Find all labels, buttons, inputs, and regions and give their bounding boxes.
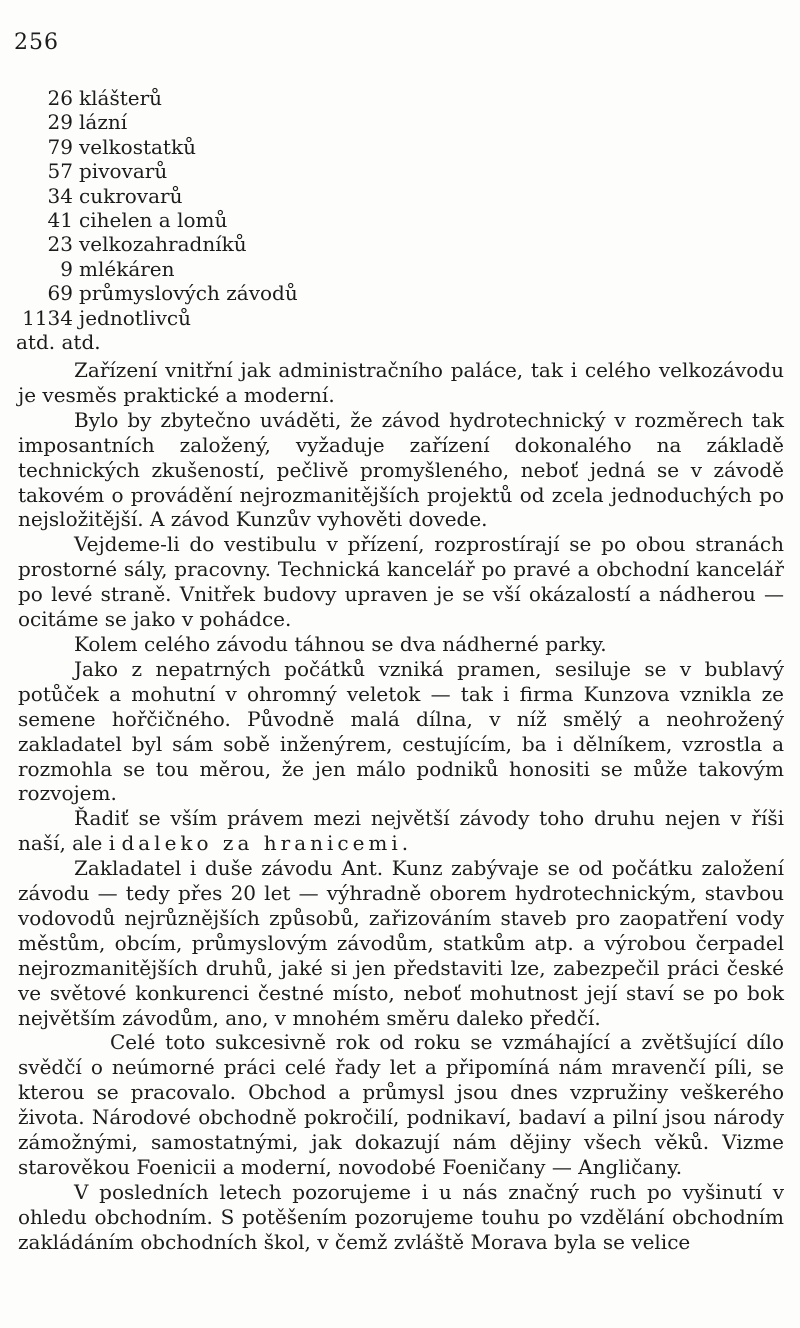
list-item (16, 184, 298, 208)
list-item (16, 208, 298, 232)
stat-count: 79 (47, 134, 73, 159)
stat-label: velkozahradníků (79, 232, 247, 257)
paragraph (18, 806, 784, 856)
list-item (16, 257, 298, 281)
stat-label: velkostatků (79, 134, 196, 159)
stat-count: 26 (47, 86, 73, 110)
etc-line: atd. atd. (16, 330, 101, 354)
list-item (16, 110, 298, 134)
stat-count: 57 (47, 159, 73, 184)
list-item (16, 232, 298, 256)
page-number: 256 (14, 30, 59, 55)
stat-count: 1134 (22, 305, 73, 330)
stat-label: cukrovarů (79, 183, 183, 208)
stat-count: 29 (47, 110, 73, 135)
paragraph-text: Řadiť se vším právem mezi největší závody toho druhu nejen v říši naší, ale i (18, 806, 784, 856)
paragraph: Jako z nepatrných počátků vzniká pramen, sesiluje se v bublavý potůček a mohutní v ohromný veletok — tak i firma Kunzova vznikla ze semene hořčičného. Původně malá dílna, v níž smělý a neohrožený zakladatel byl sám sobě inženýrem, cestujícím, ba i dělníkem, vzrostla a rozmohla se tou měrou, že jen málo podniků honositi se může takovým rozvojem. (18, 656, 784, 806)
body-text (18, 358, 784, 1255)
list-item (16, 86, 298, 110)
stat-label: klášterů (79, 86, 163, 110)
stat-label: cihelen a lomů (79, 208, 228, 233)
paragraph: Celé toto sukcesivně rok od roku se vzmáhající a zvětšující dílo svědčí o neúmorné práci celé řady let a připomíná nám mravenčí píli, se kterou se pracovalo. Obchod a průmysl jsou dnes vzpružiny veškerého života. Národové obchodně pokročilí, podnikaví, badaví a pilní jsou národy zámožnými, samostatnými, jak dokazují nám dějiny všech věků. Vizme starověkou Foenicii a moderní, novodobé Foeničany — Angličany. (18, 1030, 784, 1179)
paragraph: V posledních letech pozorujeme i u nás značný ruch po vyšinutí v ohledu obchodním. S potěšením pozorujeme touhu po vzdělání obchodním zakládáním obchodních škol, v čemž zvláště Morava byla se velice (18, 1179, 784, 1254)
list-item (16, 159, 298, 183)
stat-label: průmyslových závodů (79, 281, 298, 306)
stat-count: 34 (47, 183, 73, 208)
list-item (16, 306, 298, 330)
list-item (16, 135, 298, 159)
paragraph: Bylo by zbytečno uváděti, že závod hydrotechnický v rozměrech tak imposantních založený, vyžaduje zařízení dokonalého na základě technických zkušeností, pečlivě promyšleného, neboť jedná se v závodě takovém o provádění nejrozmanitějších projektů od zcela jednoduchých po nejsložitější. A závod Kunzův vyhověti dovede. (18, 407, 784, 532)
stat-count: 23 (47, 232, 73, 257)
stat-count: 9 (60, 256, 73, 281)
paragraph: Vejdeme-li do vestibulu v přízení, rozprostírají se po obou stranách prostorné sály, pracovny. Technická kancelář po pravé a obchodní kancelář po levé straně. Vnitřek budovy upraven je se vší okázalostí a nádherou — ocitáme se jako v pohádce. (18, 532, 784, 632)
paragraph: Kolem celého závodu táhnou se dva nádherné parky. (74, 631, 607, 656)
stat-label: lázní (79, 110, 128, 135)
stat-label: jednotlivců (79, 305, 191, 330)
stat-count: 41 (47, 208, 73, 233)
stat-label: mlékáren (79, 256, 175, 281)
statistics-list (16, 86, 298, 330)
paragraph: Zakladatel i duše závodu Ant. Kunz zabývaje se od počátku založení závodu — tedy přes 20 let — výhradně oborem hydrotechnickým, stavbou vodovodů nejrůznějších způsobů, zařizováním staveb pro zaopatření vody městům, obcím, průmyslovým závodům, statkům atp. a výrobou čerpadel nejrozmanitějších druhů, jaké si jen představiti lze, zabezpečil práci české ve světové konkurenci čestné místo, neboť mohutnost její staví se po bok největším závodům, ano, v mnohém směru daleko předčí. (18, 856, 784, 1030)
stat-count: 69 (47, 281, 73, 306)
list-item (16, 281, 298, 305)
stat-label: pivovarů (79, 159, 168, 184)
spaced-emphasis: daleko za hranicemi. (121, 831, 413, 856)
paragraph: Zařízení vnitřní jak administračního paláce, tak i celého velkozávodu je vesměs praktické a moderní. (18, 358, 784, 407)
